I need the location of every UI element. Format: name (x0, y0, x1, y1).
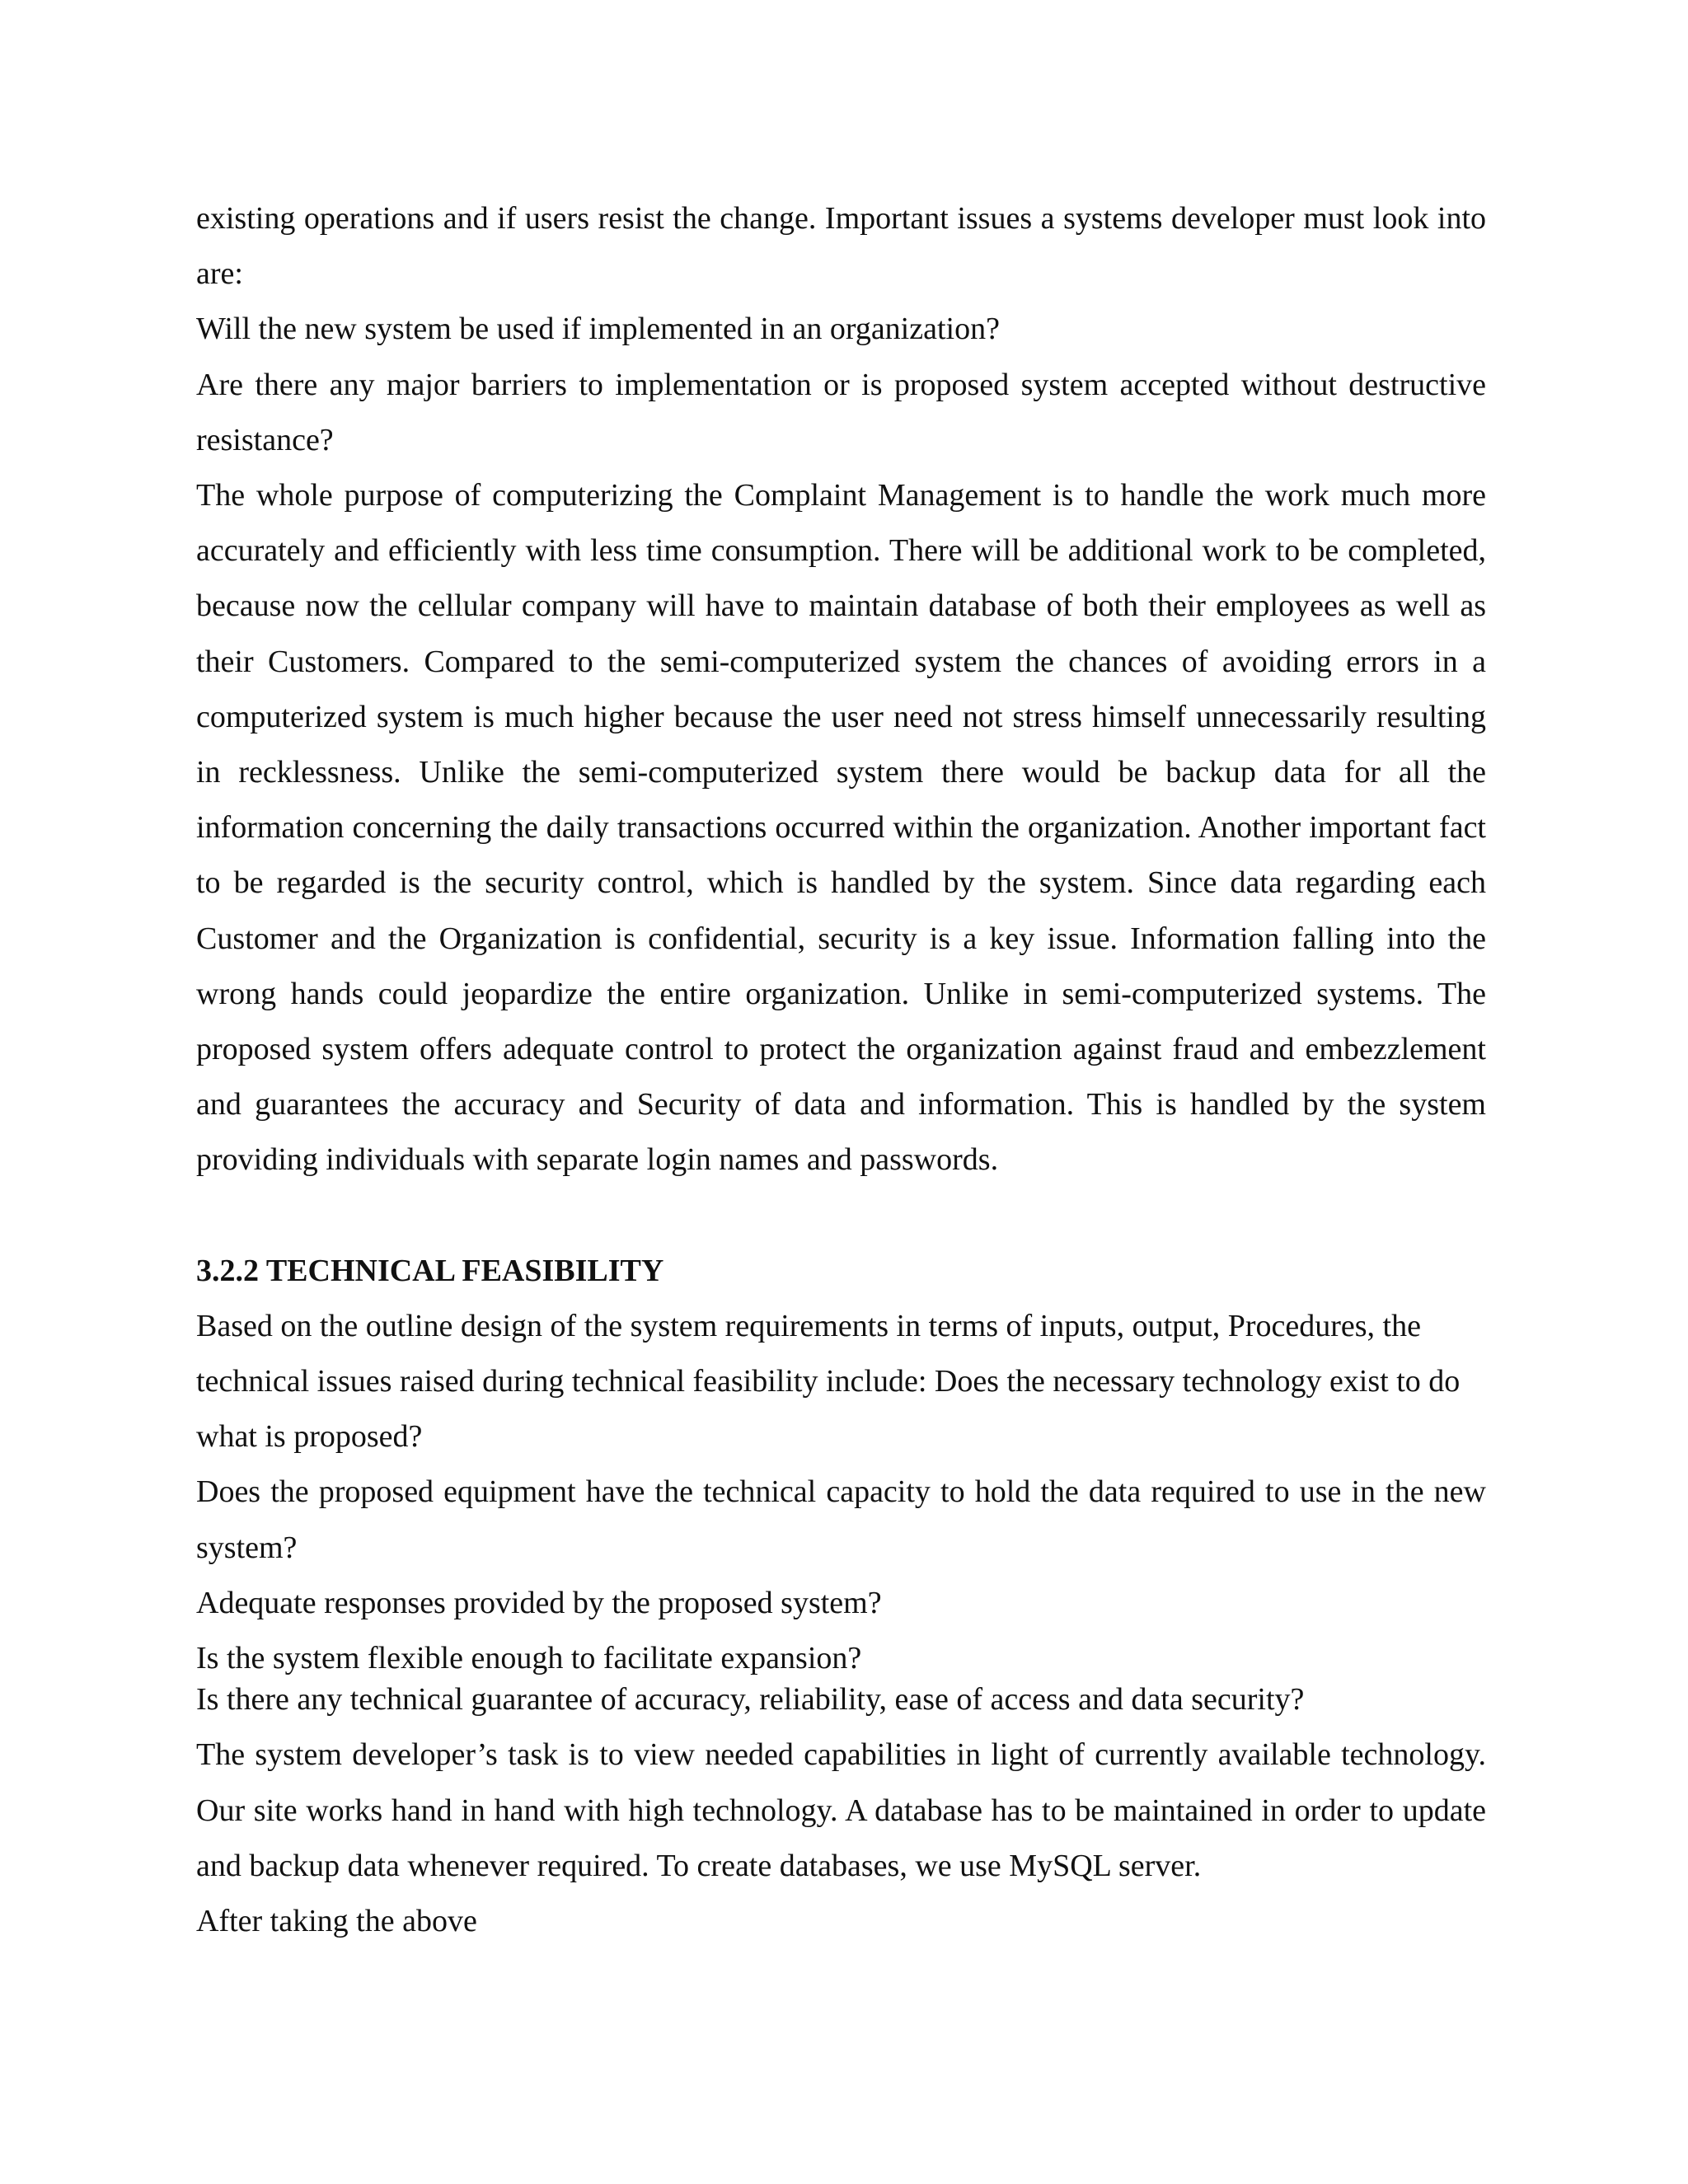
body-text (196, 191, 1486, 1949)
paragraph-question-guarantee: Is there any technical guarantee of accuracy, reliability, ease of access and data security? (196, 1682, 1305, 1718)
paragraph-developer-task: The system developer’s task is to view needed capabilities in light of currently available technology. Our site works hand in hand with high technology. A database has to be maintained in order to update and backup data whenever required. To create databases, we use MySQL server. (196, 1737, 1486, 1883)
section-spacer (196, 1188, 1486, 1244)
paragraph-question-usage: Will the new system be used if implemented in an organization? (196, 312, 1000, 347)
paragraph-question-flexibility: Is the system flexible enough to facilitate expansion? (196, 1641, 862, 1676)
paragraph-question-capacity: Does the proposed equipment have the technical capacity to hold the data required to use in the new system? (196, 1474, 1486, 1565)
paragraph-operational-intro: existing operations and if users resist the change. Important issues a systems developer must look into are: (196, 201, 1486, 292)
paragraph-after-taking: After taking the above (196, 1904, 477, 1939)
paragraph-question-barriers: Are there any major barriers to implementation or is proposed system accepted without destructive resistance? (196, 367, 1486, 457)
paragraph-question-responses: Adequate responses provided by the proposed system? (196, 1585, 882, 1620)
paragraph-computerization-purpose: The whole purpose of computerizing the Complaint Management is to handle the work much more accurately and efficiently with less time consumption. There will be additional work to be completed, because now the cellular company will have to maintain database of both their employees as well as their Customers. Compared to the semi-computerized system the chances of avoiding errors in a computerized system is much higher because the user need not stress himself unnecessarily resulting in recklessness. Unlike the semi-computerized system there would be backup data for all the information concerning the daily transactions occurred within the organization. Another important fact to be regarded is the security control, which is handled by the system. Since data regarding each Customer and the Organization is confidential, security is a key issue. Information falling into the wrong hands could jeopardize the entire organization. Unlike in semi-computerized systems. The proposed system offers adequate control to protect the organization against fraud and embezzlement and guarantees the accuracy and Security of data and information. This is handled by the system providing individuals with separate login names and passwords. (196, 478, 1486, 1178)
paragraph-technical-intro: Based on the outline design of the system requirements in terms of inputs, output, Procedures, the technical issues raised during technical feasibility include: Does the necessary technology exist to do what is proposed? (196, 1308, 1461, 1455)
section-heading-technical-feasibility: 3.2.2 TECHNICAL FEASIBILITY (196, 1253, 664, 1288)
